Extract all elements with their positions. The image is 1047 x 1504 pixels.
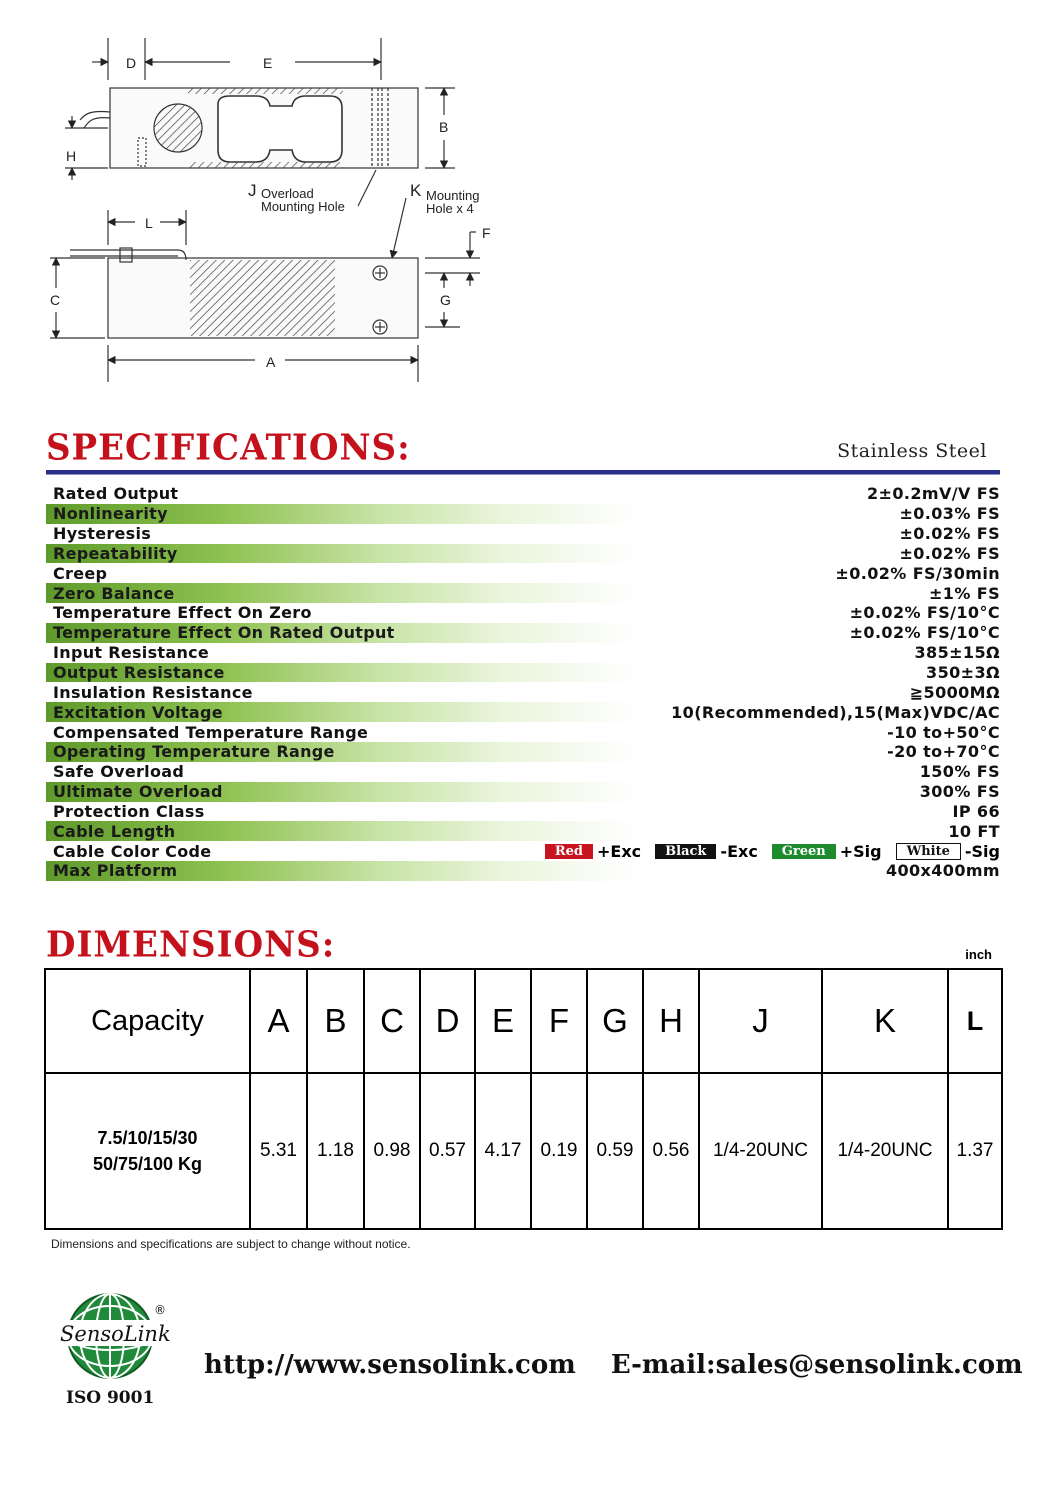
spec-label: Max Platform bbox=[53, 861, 178, 881]
spec-value: ±0.02% FS bbox=[899, 543, 1000, 563]
header-b: B bbox=[307, 969, 364, 1073]
email-link[interactable]: E-mail:sales@sensolink.com bbox=[610, 1350, 1023, 1380]
spec-label: Cable Length bbox=[53, 821, 176, 841]
value-f: 0.19 bbox=[531, 1073, 587, 1229]
footer-contact bbox=[204, 1350, 1023, 1380]
dimensions-unit: inch bbox=[965, 947, 992, 962]
header-a: A bbox=[250, 969, 307, 1073]
header-capacity: Capacity bbox=[45, 969, 250, 1073]
spec-value: 400x400mm bbox=[885, 861, 1000, 881]
value-b: 1.18 bbox=[307, 1073, 364, 1229]
material-label: Stainless Steel bbox=[837, 440, 987, 462]
value-l: 1.37 bbox=[948, 1073, 1002, 1229]
spec-label: Hysteresis bbox=[53, 524, 152, 544]
spec-label: Ultimate Overload bbox=[53, 782, 223, 802]
cable-signal: -Sig bbox=[964, 841, 1000, 861]
spec-label: Protection Class bbox=[53, 801, 205, 821]
header-h: H bbox=[643, 969, 699, 1073]
spec-value: ±0.02% FS/10°C bbox=[849, 623, 1000, 643]
capacity-cell bbox=[45, 1073, 250, 1229]
cable-chip-red: Red bbox=[545, 844, 593, 859]
spec-value: 385±15Ω bbox=[914, 643, 1000, 663]
iso-certification: ISO 9001 bbox=[66, 1388, 155, 1408]
header-l: L bbox=[948, 969, 1002, 1073]
spec-value: ±0.02% FS/10°C bbox=[849, 603, 1000, 623]
header-c: C bbox=[364, 969, 420, 1073]
dim-label-e: E bbox=[263, 55, 273, 71]
value-g: 0.59 bbox=[587, 1073, 643, 1229]
cable-chip-black: Black bbox=[655, 844, 716, 859]
cable-signal: +Exc bbox=[597, 841, 642, 861]
dim-label-a: A bbox=[266, 354, 276, 370]
spec-value: 2±0.2mV/V FS bbox=[867, 484, 1000, 504]
dimensions-value-row bbox=[45, 1073, 1002, 1229]
spec-value: IP 66 bbox=[952, 801, 1000, 821]
spec-row-compensated-temp bbox=[46, 722, 1000, 742]
dimensions-table bbox=[44, 968, 1003, 1230]
spec-value: 300% FS bbox=[919, 782, 1000, 802]
spec-value: -20 to+70°C bbox=[887, 742, 1000, 762]
spec-row-safe-overload bbox=[46, 762, 1000, 782]
capacity-line: 7.5/10/15/30 bbox=[97, 1128, 198, 1148]
header-d: D bbox=[420, 969, 475, 1073]
note-j-line1: Overload bbox=[261, 186, 314, 201]
cable-color-codes bbox=[535, 842, 1000, 861]
header-e: E bbox=[475, 969, 531, 1073]
spec-label: Zero Balance bbox=[53, 583, 175, 603]
dimensions-heading: DIMENSIONS: bbox=[46, 924, 336, 966]
header-f: F bbox=[531, 969, 587, 1073]
spec-list bbox=[46, 484, 1000, 881]
dim-label-g: G bbox=[440, 292, 451, 308]
dim-label-f: F bbox=[482, 225, 491, 241]
spec-label: Creep bbox=[53, 563, 108, 583]
registered-mark: ® bbox=[154, 1303, 166, 1317]
dim-label-h: H bbox=[66, 148, 77, 164]
note-k-letter: K bbox=[410, 181, 422, 200]
spec-row-temp-effect-zero bbox=[46, 603, 1000, 623]
spec-value: ≧5000MΩ bbox=[909, 682, 1000, 702]
disclaimer-note: Dimensions and specifications are subject to change without notice. bbox=[51, 1237, 411, 1251]
spec-value: ±0.02% FS/30min bbox=[835, 563, 1000, 583]
value-h: 0.56 bbox=[643, 1073, 699, 1229]
spec-row-input-resistance bbox=[46, 643, 1000, 663]
spec-label: Repeatability bbox=[53, 543, 178, 563]
spec-label: Excitation Voltage bbox=[53, 702, 223, 722]
dimensions-header-row bbox=[45, 969, 1002, 1073]
spec-row-output-resistance bbox=[46, 663, 1000, 683]
spec-row-cable-color-code bbox=[46, 841, 1000, 861]
note-j-line2: Mounting Hole bbox=[261, 199, 345, 214]
value-d: 0.57 bbox=[420, 1073, 475, 1229]
note-k-line1: Mounting bbox=[426, 188, 480, 203]
specifications-heading: SPECIFICATIONS: bbox=[46, 427, 411, 469]
note-k-line2: Hole x 4 bbox=[426, 201, 474, 216]
spec-label: Compensated Temperature Range bbox=[53, 722, 369, 742]
capacity-line: 50/75/100 Kg bbox=[92, 1154, 203, 1174]
spec-label: Operating Temperature Range bbox=[53, 742, 335, 762]
spec-row-ultimate-overload bbox=[46, 782, 1000, 802]
spec-row-nonlinearity bbox=[46, 504, 1000, 524]
header-k: K bbox=[822, 969, 948, 1073]
cable-signal: +Sig bbox=[839, 841, 882, 861]
spec-label: Rated Output bbox=[53, 484, 179, 504]
spec-value: ±0.03% FS bbox=[899, 504, 1000, 524]
dim-label-d: D bbox=[126, 55, 137, 71]
spec-row-repeatability bbox=[46, 544, 1000, 564]
logo-brand-text: SensoLink bbox=[60, 1322, 171, 1346]
header-j: J bbox=[699, 969, 822, 1073]
spec-row-max-platform bbox=[46, 861, 1000, 881]
spec-value: 10 FT bbox=[948, 821, 1000, 841]
dim-label-b: B bbox=[439, 119, 449, 135]
spec-value: 10(Recommended),15(Max)VDC/AC bbox=[671, 702, 1000, 722]
value-a: 5.31 bbox=[250, 1073, 307, 1229]
value-c: 0.98 bbox=[364, 1073, 420, 1229]
spec-row-creep bbox=[46, 563, 1000, 583]
dim-label-l: L bbox=[145, 215, 153, 231]
value-e: 4.17 bbox=[475, 1073, 531, 1229]
spec-value: -10 to+50°C bbox=[887, 722, 1000, 742]
spec-row-insulation-resistance bbox=[46, 682, 1000, 702]
spec-value: 150% FS bbox=[919, 762, 1000, 782]
spec-label: Nonlinearity bbox=[53, 504, 168, 524]
note-j-letter: J bbox=[248, 181, 257, 200]
spec-divider bbox=[46, 470, 1000, 475]
spec-row-operating-temp bbox=[46, 742, 1000, 762]
spec-value: ±1% FS bbox=[929, 583, 1000, 603]
value-j: 1/4-20UNC bbox=[699, 1073, 822, 1229]
spec-row-excitation-voltage bbox=[46, 702, 1000, 722]
spec-row-hysteresis bbox=[46, 524, 1000, 544]
spec-label: Insulation Resistance bbox=[53, 682, 253, 702]
dim-label-c: C bbox=[50, 292, 61, 308]
header-g: G bbox=[587, 969, 643, 1073]
spec-value: ±0.02% FS bbox=[899, 524, 1000, 544]
spec-label: Output Resistance bbox=[53, 663, 225, 683]
sensolink-logo bbox=[52, 1286, 182, 1414]
cable-chip-white: White bbox=[896, 843, 961, 860]
spec-label: Cable Color Code bbox=[53, 841, 212, 861]
spec-value: 350±3Ω bbox=[926, 663, 1000, 683]
spec-label: Temperature Effect On Rated Output bbox=[53, 623, 395, 643]
value-k: 1/4-20UNC bbox=[822, 1073, 948, 1229]
load-cell-drawing bbox=[30, 30, 510, 400]
spec-row-rated-output bbox=[46, 484, 1000, 504]
cable-signal: -Exc bbox=[720, 841, 758, 861]
spec-row-temp-effect-output bbox=[46, 623, 1000, 643]
spec-label: Input Resistance bbox=[53, 643, 210, 663]
spec-label: Safe Overload bbox=[53, 762, 185, 782]
spec-label: Temperature Effect On Zero bbox=[53, 603, 312, 623]
website-link[interactable]: http://www.sensolink.com bbox=[204, 1350, 576, 1380]
spec-row-cable-length bbox=[46, 821, 1000, 841]
cable-chip-green: Green bbox=[772, 844, 836, 859]
spec-row-zero-balance bbox=[46, 583, 1000, 603]
spec-row-protection-class bbox=[46, 802, 1000, 822]
